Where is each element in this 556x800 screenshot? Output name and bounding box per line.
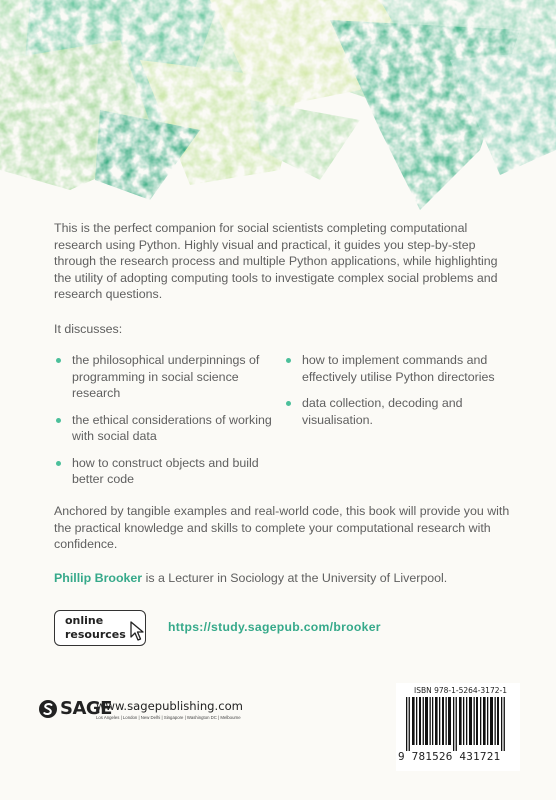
isbn-label: ISBN 978-1-5264-3172-1 (414, 686, 507, 695)
cover-artwork (0, 0, 556, 215)
publisher-website: www.sagepublishing.com (96, 699, 243, 713)
closing-paragraph: Anchored by tangible examples and real-world code, this book will provide you with the practical knowledge and skills to complete your computational research with confidence. (54, 504, 510, 551)
discusses-label: It discusses: (54, 322, 123, 336)
sage-emblem-icon (38, 699, 58, 719)
author-bio (54, 571, 514, 585)
topics-list (54, 352, 514, 498)
list-item: how to implement commands and effectively utilise Python directories (284, 352, 514, 385)
list-item: how to construct objects and build better code (54, 455, 284, 488)
bullet-icon (286, 358, 291, 363)
topics-column-right (284, 352, 514, 498)
publisher-cities: Los Angeles | London | New Delhi | Singapore | Washington DC | Melbourne (96, 715, 241, 720)
resources-link[interactable]: https://study.sagepub.com/brooker (168, 620, 381, 634)
barcode-digits: 9 781526 431721 (398, 750, 501, 763)
author-description: is a Lecturer in Sociology at the University of Liverpool. (142, 571, 448, 585)
list-item: the philosophical underpinnings of programming in social science research (54, 352, 284, 402)
bullet-icon (56, 418, 61, 423)
author-name: Phillip Brooker (54, 571, 143, 585)
bullet-icon (286, 401, 291, 406)
list-item: the ethical considerations of working with social data (54, 412, 284, 445)
list-item: data collection, decoding and visualisation. (284, 395, 514, 428)
sage-logo-text: SAGE (60, 698, 112, 719)
topics-column-left (54, 352, 284, 498)
bullet-icon (56, 461, 61, 466)
online-resources-line1: online (65, 614, 104, 627)
online-resources-line2: resources (65, 628, 126, 641)
online-resources-badge (54, 610, 146, 646)
cursor-icon (130, 621, 144, 641)
bullet-icon (56, 358, 61, 363)
intro-paragraph: This is the perfect companion for social scientists completing computational research using Python. Highly visual and practical, it guides you step-by-step through the research process and multiple Python applications, while highlighting the utility of adopting computing tools to investigate complex social problems and research questions. (54, 221, 498, 301)
barcode-bars (398, 697, 518, 751)
barcode (396, 683, 520, 771)
